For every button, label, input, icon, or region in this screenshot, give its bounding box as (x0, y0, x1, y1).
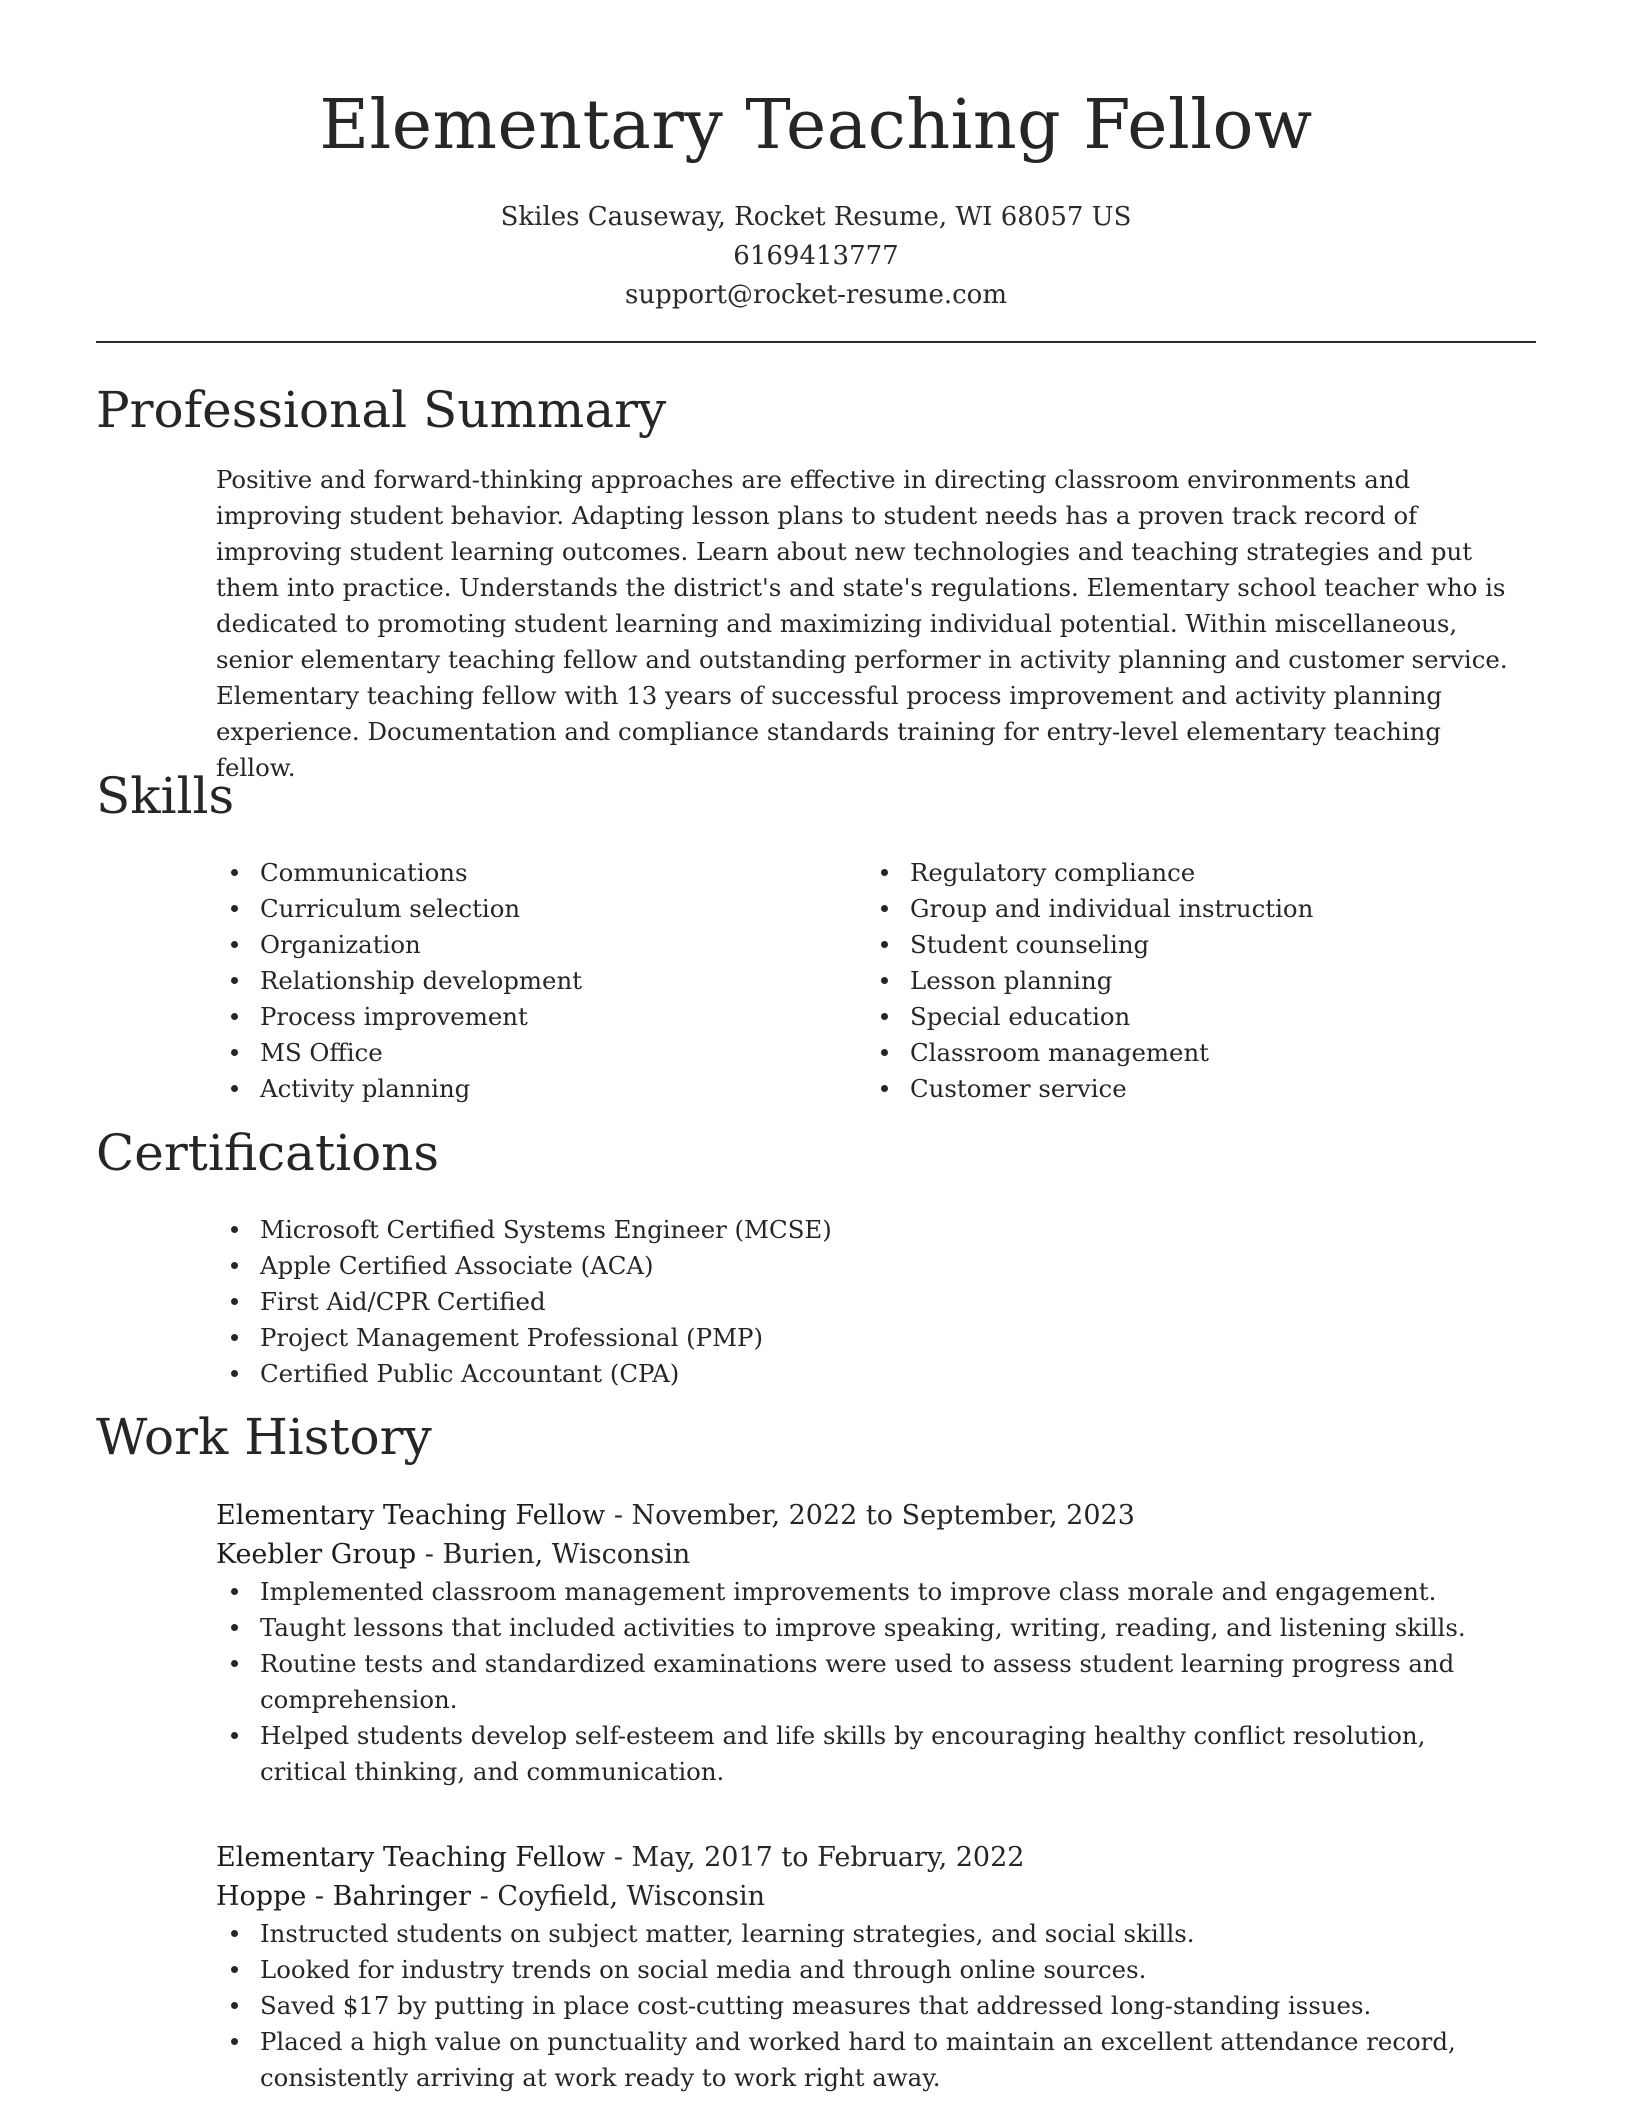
skill-item: Curriculum selection (216, 891, 836, 927)
header-divider (96, 341, 1536, 343)
job-dates: November, 2022 to September, 2023 (631, 1500, 1135, 1531)
skills-list-left (216, 855, 836, 1107)
resume-name: Elementary Teaching Fellow (319, 86, 1313, 165)
job-bullet: Implemented classroom management improvements to improve class morale and engagement. (216, 1574, 1506, 1610)
address: Skiles Causeway, Rocket Resume, WI 68057 US (500, 202, 1132, 232)
job-bullets (216, 1574, 1506, 1790)
job-bullet: Taught lessons that included activities to improve speaking, writing, reading, and listening skills. (216, 1610, 1506, 1646)
resume-header (96, 78, 1536, 315)
job-bullet: Routine tests and standardized examinations were used to assess student learning progress and comprehension. (216, 1646, 1506, 1718)
certification-item: First Aid/CPR Certified (216, 1284, 1116, 1320)
job-bullet: Placed a high value on punctuality and worked hard to maintain an excellent attendance record, consistently arriving at work ready to work right away. (216, 2024, 1506, 2096)
job-dates: May, 2017 to February, 2022 (631, 1842, 1025, 1873)
skills-list-right (866, 855, 1486, 1107)
job-entry (216, 1838, 1506, 2096)
email-address: support@rocket-resume.com (624, 280, 1007, 310)
skill-item: MS Office (216, 1035, 836, 1071)
separator: - (605, 1500, 632, 1531)
skill-item: Activity planning (216, 1071, 836, 1107)
job-company-line (216, 1877, 1506, 1916)
certification-item: Apple Certified Associate (ACA) (216, 1248, 1116, 1284)
skill-item: Classroom management (866, 1035, 1486, 1071)
job-bullets (216, 1916, 1506, 2096)
job-title-line (216, 1838, 1506, 1877)
skill-item: Student counseling (866, 927, 1486, 963)
skill-item: Communications (216, 855, 836, 891)
certifications-list (216, 1212, 1116, 1392)
section-title-summary: Professional Summary (96, 381, 667, 439)
certification-item: Microsoft Certified Systems Engineer (MCSE) (216, 1212, 1116, 1248)
section-title-certifications: Certifications (96, 1124, 440, 1182)
skill-item: Lesson planning (866, 963, 1486, 999)
job-bullet: Saved $17 by putting in place cost-cutting measures that addressed long-standing issues. (216, 1988, 1506, 2024)
section-title-work-history: Work History (96, 1408, 432, 1466)
skill-item: Relationship development (216, 963, 836, 999)
skill-item: Special education (866, 999, 1486, 1035)
skill-item: Customer service (866, 1071, 1486, 1107)
section-title-skills: Skills (96, 767, 235, 825)
job-entry (216, 1496, 1506, 1790)
summary-text: Positive and forward-thinking approaches are effective in directing classroom environments and improving student behavior. Adapting lesson plans to student needs has a proven track record of improving student learning outcomes. Learn about new technologies and teaching strategies and put them into practice. Understands the district's and state's regulations. Elementary school teacher who is dedicated to promoting student learning and maximizing individual potential. Within miscellaneous, senior elementary teaching fellow and outstanding performer in activity planning and customer service. Elementary teaching fellow with 13 years of successful process improvement and activity planning experience. Documentation and compliance standards training for entry-level elementary teaching fellow. (216, 465, 1508, 782)
job-title: Elementary Teaching Fellow (216, 1842, 606, 1873)
job-title-line (216, 1496, 1506, 1535)
certification-item: Certified Public Accountant (CPA) (216, 1356, 1116, 1392)
contact-info (96, 198, 1536, 315)
separator: - (416, 1539, 443, 1570)
skill-item: Regulatory compliance (866, 855, 1486, 891)
job-location: Coyfield, Wisconsin (497, 1881, 766, 1912)
skill-item: Group and individual instruction (866, 891, 1486, 927)
job-company: Keebler Group (216, 1539, 417, 1570)
job-company: Hoppe - Bahringer (216, 1881, 472, 1912)
certification-item: Project Management Professional (PMP) (216, 1320, 1116, 1356)
skill-item: Process improvement (216, 999, 836, 1035)
skill-item: Organization (216, 927, 836, 963)
phone-number: 6169413777 (733, 241, 899, 271)
job-bullet: Looked for industry trends on social media and through online sources. (216, 1952, 1506, 1988)
job-title: Elementary Teaching Fellow (216, 1500, 606, 1531)
job-bullet: Instructed students on subject matter, learning strategies, and social skills. (216, 1916, 1506, 1952)
job-location: Burien, Wisconsin (442, 1539, 691, 1570)
separator: - (605, 1842, 632, 1873)
job-bullet: Helped students develop self-esteem and life skills by encouraging healthy conflict resolution, critical thinking, and communication. (216, 1718, 1506, 1790)
separator: - (471, 1881, 498, 1912)
job-company-line (216, 1535, 1506, 1574)
